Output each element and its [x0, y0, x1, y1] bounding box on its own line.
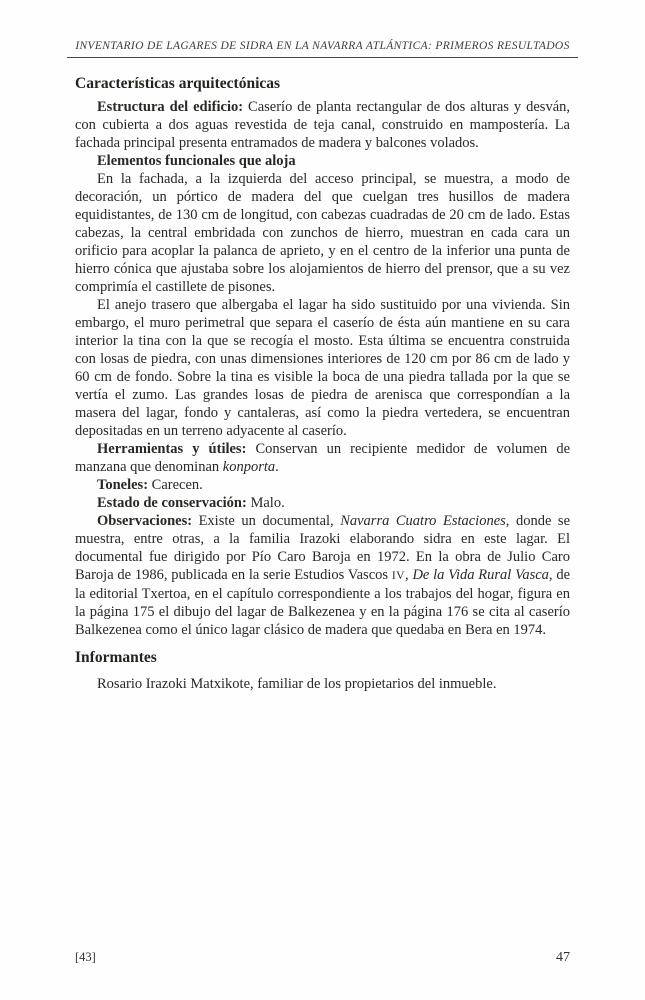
- observaciones-text-4: de la editorial Txertoa, en el capítulo correspondiente a los trabajos del hogar, figura en la página 175 el dibujo del lagar de Balkezenea y en la página 176 se cita al caserío Balkezenea como el único lagar clásico de madera que quedaba en Bera en 1974.: [75, 567, 571, 638]
- paragraph-fachada: En la fachada, a la izquierda del acceso principal, se muestra, a modo de decoración, un pórtico de madera del que cuelgan tres husillos de madera equidistantes, de 130 cm de longitud, con cabezas cuadradas de 20 cm de lado. Estas cabezas, la central embridada con zunchos de hierro, muestran en cada cara un orificio para acoplar la palanca de aprieto, y en el centro de la inferior una punta de hierro cónica que ajustaba sobre los alojamientos de hierro del prensor, que a su vez comprimía el castillete de pisones.: [75, 171, 570, 295]
- smallcaps-iv: IV: [391, 569, 406, 582]
- observaciones-text-3: ,: [405, 567, 413, 583]
- field-label-herramientas: Herramientas y útiles:: [97, 441, 247, 457]
- paragraph-estructura-del-edificio: [75, 98, 570, 152]
- observaciones-text-2: donde se muestra, entre otras, a la familia Irazoki elaborando sidra en este lagar. El documental fue dirigido por Pío Caro Baroja en 1972. En la obra de Julio Caro Baroja de 1986, publicada en la serie Estudios Vascos: [75, 513, 571, 583]
- field-text-estructura: Caserío de planta rectangular de dos alturas y desván, con cubierta a dos aguas revestida de teja canal, construido en mampostería. La fachada principal presenta entramados de madera y balcones volados.: [75, 99, 571, 151]
- title-de-la-vida-rural-vasca: De la Vida Rural Vasca,: [412, 567, 553, 583]
- running-header: [67, 40, 578, 58]
- section-heading-informantes: Informantes: [75, 649, 157, 666]
- page-number: 47: [556, 950, 570, 965]
- field-text-estado: Malo.: [246, 495, 285, 511]
- paragraph-observaciones: [75, 512, 570, 639]
- field-label-estado: Estado de conservación:: [97, 495, 247, 511]
- section-heading-caracteristicas-arquitectonicas: Características arquitectónicas: [75, 75, 281, 92]
- running-title: INVENTARIO DE LAGARES DE SIDRA EN LA NAVARRA ATLÁNTICA: PRIMEROS RESULTADOS: [75, 40, 570, 52]
- field-label-toneles: Toneles:: [97, 477, 149, 493]
- observaciones-text-1: Existe un documental,: [192, 513, 341, 529]
- paragraph-anejo-trasero: El anejo trasero que albergaba el lagar ha sido sustituido por una vivienda. Sin embargo, el muro perimetral que separa el caserío de ésta aún mantiene en su cara interior la tina con la que se recogía el mosto. Esta última se encuentra construida con losas de piedra, con unas dimensiones interiores de 120 cm por 86 cm de lado y 60 cm de fondo. Sobre la tina es visible la boca de una piedra tallada por la que se vertía el zumo. Las grandes losas de piedra de arenisca que correspondían a la masera del lagar, fondo y cantaleras, así como la piedra vertedera, se encuentran depositadas en un terreno adyacente al caserío.: [75, 297, 570, 439]
- page-footer: [75, 950, 570, 966]
- field-label-observaciones: Observaciones:: [97, 513, 193, 529]
- page-body: [75, 74, 570, 693]
- paragraph-herramientas: [75, 440, 570, 476]
- paragraph-estado-conservacion: [75, 494, 570, 512]
- footer-bracket-number: [43]: [75, 950, 96, 964]
- paragraph-toneles: [75, 476, 570, 494]
- field-text-herramientas-1: Conservan un recipiente medidor de volumen de manzana que denominan: [75, 441, 571, 475]
- term-konporta: konporta: [222, 459, 276, 475]
- field-text-herramientas-2: .: [275, 459, 279, 475]
- paragraph-informante: Rosario Irazoki Matxikote, familiar de los propietarios del inmueble.: [97, 676, 497, 692]
- title-navarra-cuatro-estaciones: Navarra Cuatro Estaciones,: [340, 513, 510, 529]
- field-text-toneles: Carecen.: [148, 477, 203, 493]
- subheading-elementos-funcionales: Elementos funcionales que aloja: [97, 153, 296, 169]
- field-label-estructura: Estructura del edificio:: [97, 99, 244, 115]
